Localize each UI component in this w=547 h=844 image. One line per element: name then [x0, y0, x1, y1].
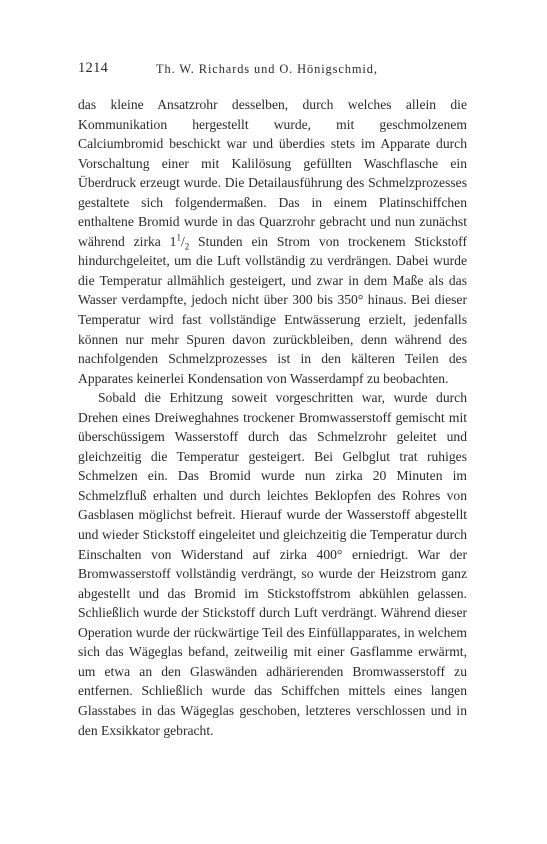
body-text — [78, 95, 467, 740]
running-head: Th. W. Richards und O. Hönigschmid, — [156, 62, 378, 76]
paragraph-1-part-2: Stunden ein Strom von trockenem Stickstoff hindurchgeleitet, um die Luft vollständig zu verdrängen. Dabei wurde die Temperatur allmählich gesteigert, und zwar in dem Maße als das Wasser verdampfte, jedoch nicht über 300 bis 350° hinaus. Bei dieser Temperatur wird fast vollständige Entwässerung erzielt, jedenfalls können nur mehr Spuren davon zurückbleiben, denn während des nachfolgenden Schmelzprozesses ist in den kälteren Teilen des Apparates keinerlei Kondensation von Wasserdampf zu beobachten. — [78, 233, 467, 386]
page-number: 1214 — [78, 60, 109, 76]
fraction-slash: / — [180, 233, 185, 249]
fraction-numerator: 1 — [176, 232, 181, 243]
fraction-denominator: 2 — [184, 241, 190, 252]
paragraph-1 — [78, 95, 467, 388]
paragraph-2: Sobald die Erhitzung soweit vorgeschritten war, wurde durch Drehen eines Dreiweghahnes trockener Bromwasserstoff gemischt mit überschüssigem Wasserstoff durch das Schmelzrohr geleitet und gleichzeitig die Temperatur gesteigert. Bei Gelbglut trat ruhiges Schmelzen ein. Das Bromid wurde nun zirka 20 Minuten im Schmelzfluß erhalten und durch leichtes Beklopfen des Rohres von Gasblasen möglichst befreit. Hierauf wurde der Wasserstoff abgestellt und wieder Stickstoff eingeleitet und gleichzeitig die Temperatur durch Einschalten von Widerstand auf zirka 400° erniedrigt. War der Bromwasserstoff vollständig verdrängt, so wurde der Heizstrom ganz abgestellt und das Bromid im Stickstoffstrom abkühlen gelassen. Schließlich wurde der Stickstoff durch Luft verdrängt. Während dieser Operation wurde der rückwärtige Teil des Einfüllapparates, in welchem sich das Wägeglas befand, zeitweilig mit einer Gasflamme erwärmt, um etwa an den Glaswänden adhärierenden Bromwasserstoff zu entfernen. Schließlich wurde das Schiffchen mittels eines langen Glasstabes in das Wägeglas geschoben, letzteres verschlossen und in den Exsikkator gebracht. — [78, 390, 467, 738]
paragraph-1-part-1: das kleine Ansatzrohr desselben, durch welches allein die Kommunikation hergestellt wurde, mit geschmolzenem Calciumbromid beschickt war und überdies stets im Apparate durch Vorschaltung einer mit Kalilösung gefüllten Waschflasche ein Überdruck erzeugt wurde. Die Detailausführung des Schmelzprozesses gestaltete sich folgendermaßen. Das in einem Platinschiffchen enthaltene Bromid wurde in das Quarzrohr gebracht und nun zunächst während zirka 1 — [78, 97, 467, 249]
page-header — [78, 60, 470, 80]
